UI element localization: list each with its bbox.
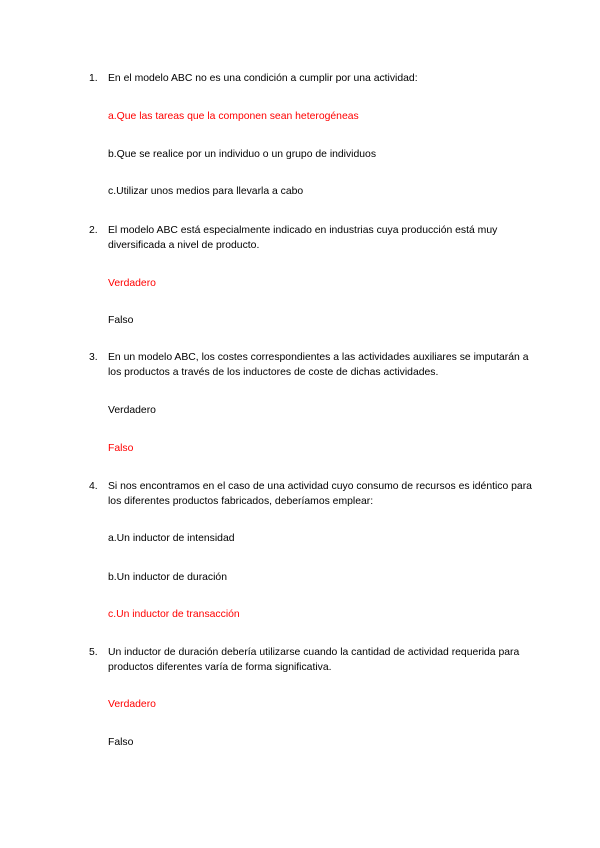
- answer-option: Falso: [108, 443, 134, 454]
- question-number: 2.: [89, 225, 98, 236]
- answer-option: c.Utilizar unos medios para llevarla a cabo: [108, 186, 304, 197]
- answer-option: Falso: [108, 737, 134, 748]
- question-number: 5.: [89, 647, 98, 658]
- question-text: El modelo ABC está especialmente indicado en industrias cuya producción está muy diversificada a nivel de producto.: [108, 225, 498, 251]
- question-number: 1.: [89, 73, 98, 84]
- question-text: Si nos encontramos en el caso de una actividad cuyo consumo de recursos es idéntico para los diferentes productos fabricados, deberíamos emplear:: [108, 481, 532, 507]
- answer-option: a.Un inductor de intensidad: [108, 533, 235, 544]
- answer-option: b.Un inductor de duración: [108, 572, 227, 583]
- question-text: En un modelo ABC, los costes correspondientes a las actividades auxiliares se imputarán a los productos a través de los inductores de coste de dichas actividades.: [108, 352, 529, 378]
- question-text: Un inductor de duración debería utilizarse cuando la cantidad de actividad requerida para productos diferentes varía de forma significativa.: [108, 647, 520, 673]
- answer-option: Verdadero: [108, 278, 156, 289]
- answer-option: Verdadero: [108, 699, 156, 710]
- answer-option: c.Un inductor de transacción: [108, 609, 240, 620]
- answer-option: Falso: [108, 315, 134, 326]
- answer-option: b.Que se realice por un individuo o un grupo de individuos: [108, 149, 377, 160]
- question-number: 3.: [89, 352, 98, 363]
- answer-option: Verdadero: [108, 405, 156, 416]
- question-text: En el modelo ABC no es una condición a cumplir por una actividad:: [108, 73, 418, 84]
- answer-option: a.Que las tareas que la componen sean heterogéneas: [108, 111, 359, 122]
- question-number: 4.: [89, 481, 98, 492]
